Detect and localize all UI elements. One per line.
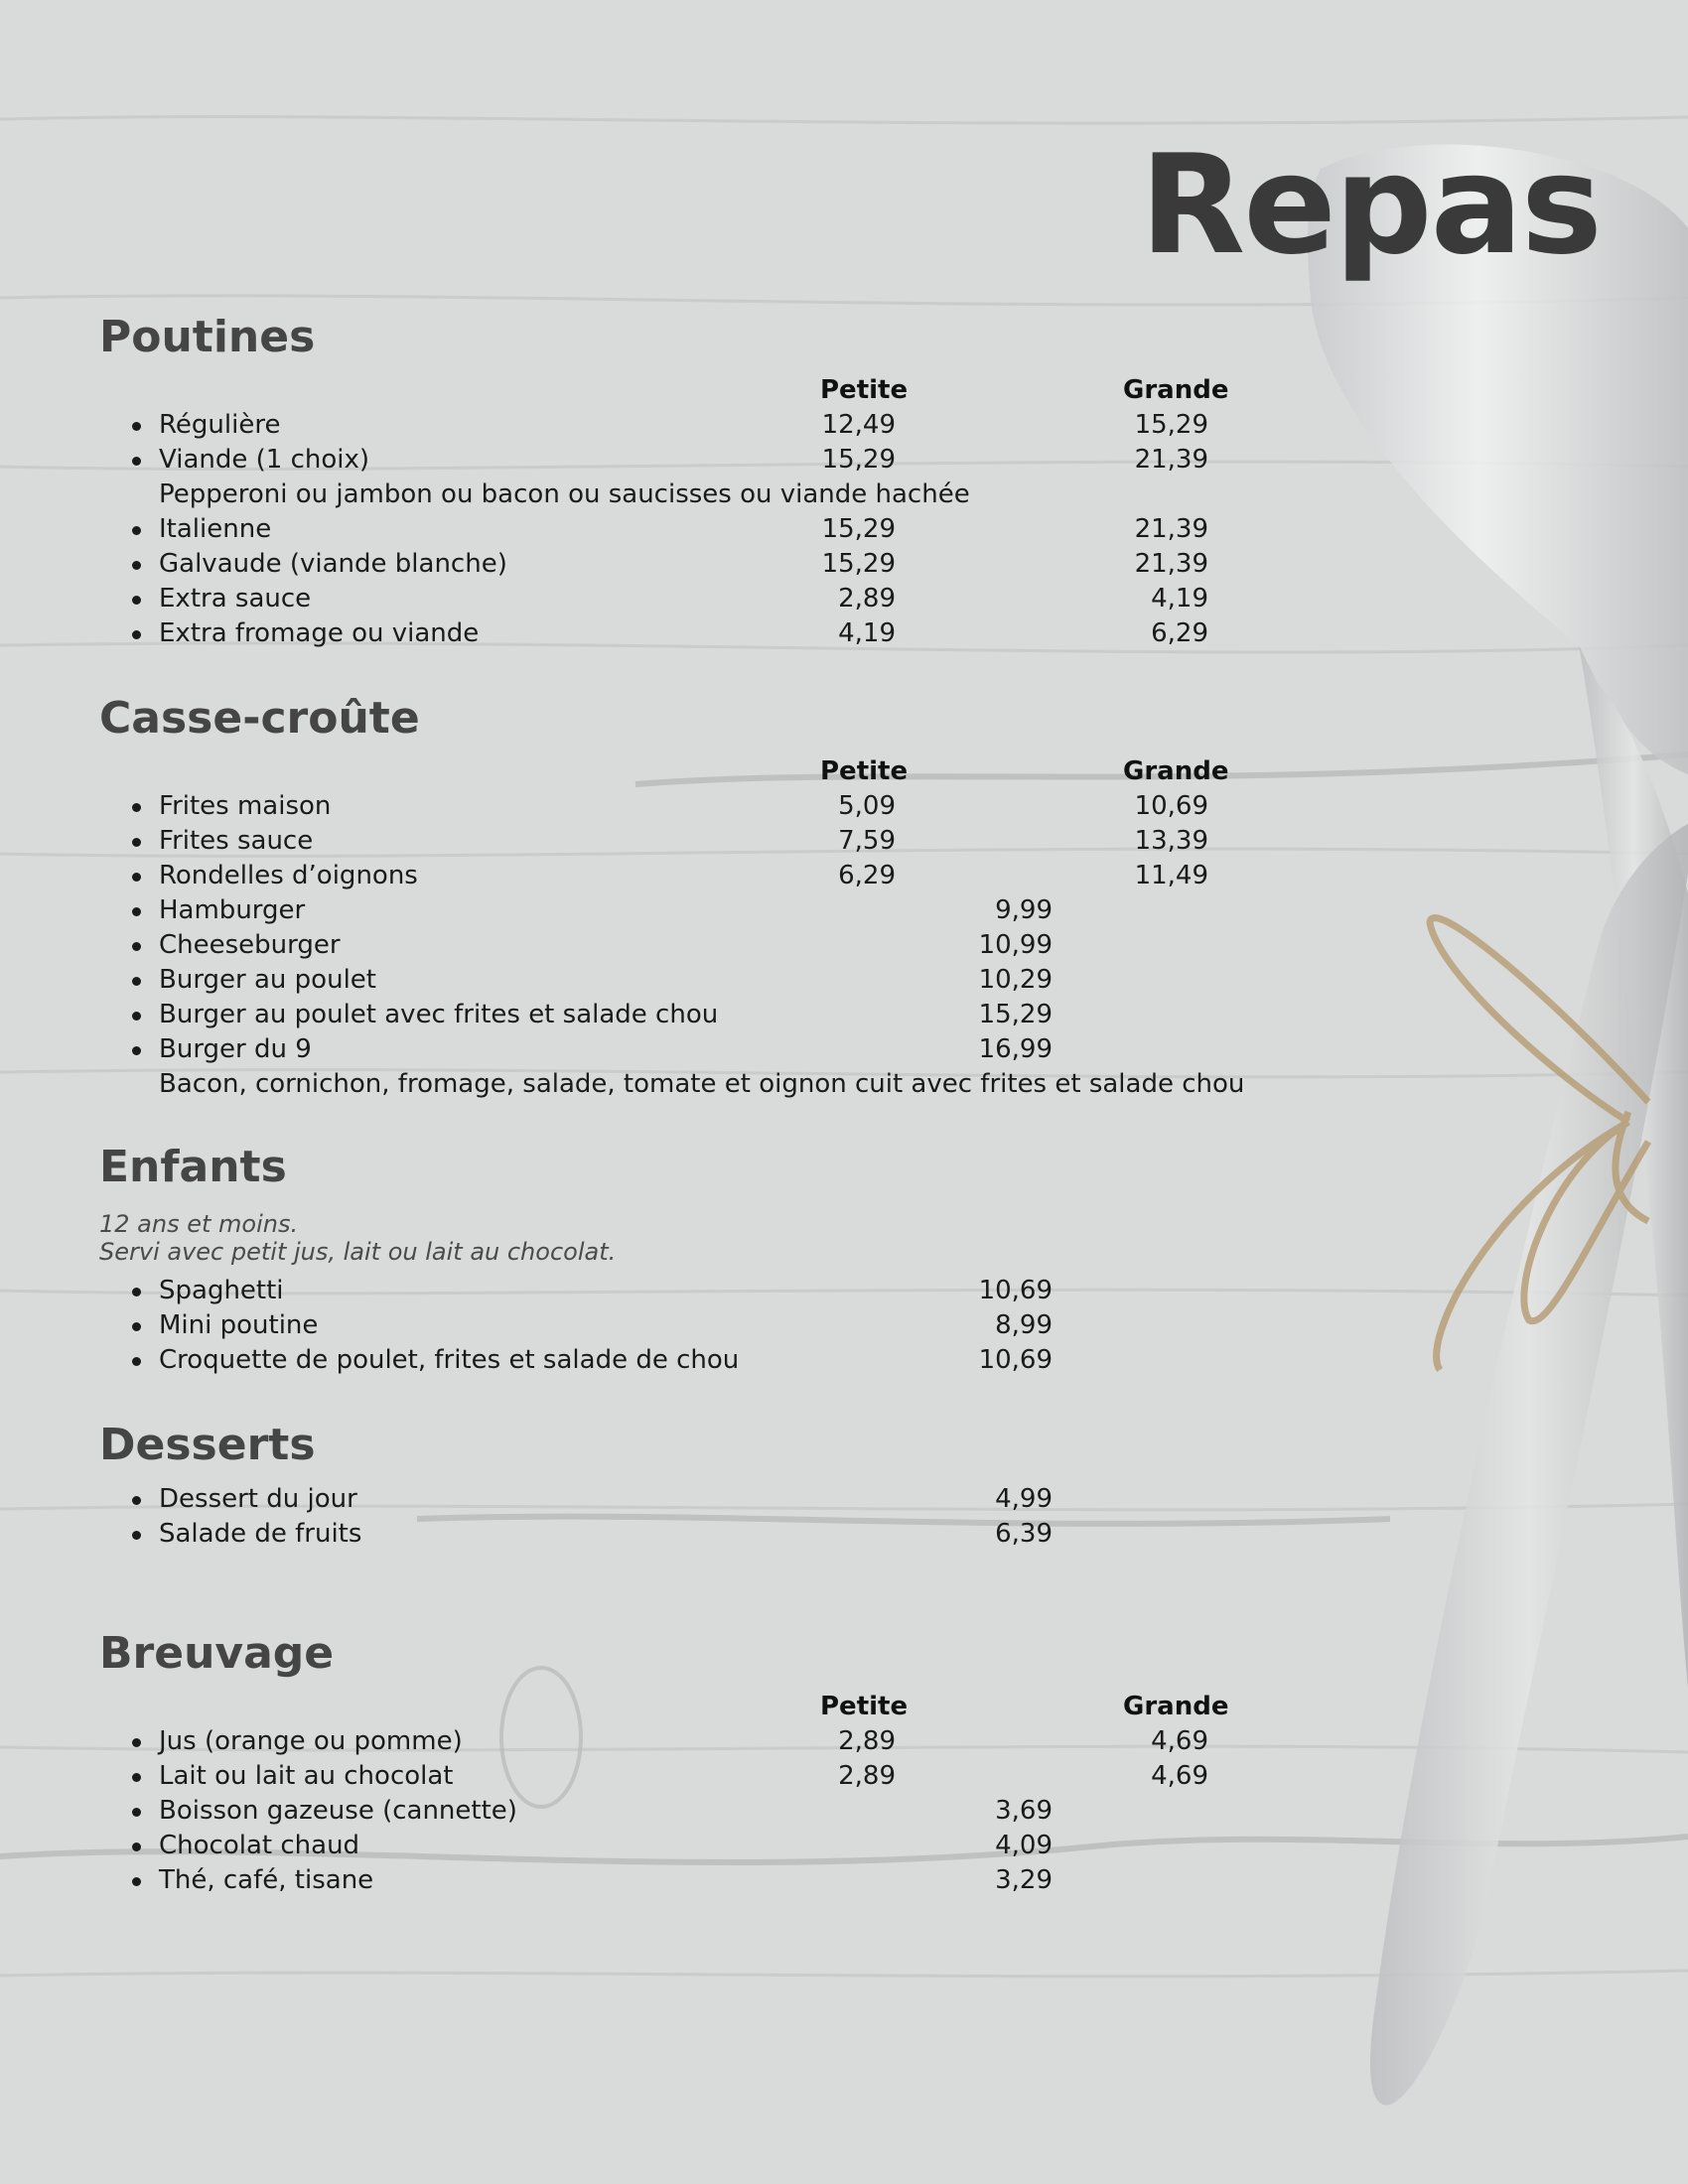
price-grande: 6,29 bbox=[1151, 618, 1208, 648]
column-header-grande: Grande bbox=[1123, 756, 1229, 786]
price: 15,29 bbox=[978, 1000, 1053, 1029]
price: 8,99 bbox=[995, 1310, 1053, 1340]
price-petite: 2,89 bbox=[838, 584, 896, 614]
menu-item: Italienne bbox=[159, 512, 271, 547]
menu-item: Burger au poulet bbox=[159, 963, 376, 998]
menu-item: Cheeseburger bbox=[159, 928, 341, 963]
price-grande: 21,39 bbox=[1134, 445, 1208, 475]
section-heading-breuvage: Breuvage bbox=[99, 1628, 335, 1679]
menu-item: Dessert du jour bbox=[159, 1482, 357, 1517]
column-header-grande: Grande bbox=[1123, 375, 1229, 405]
price-grande: 21,39 bbox=[1134, 514, 1208, 544]
menu-item: Frites maison bbox=[159, 789, 331, 824]
price-petite: 6,29 bbox=[838, 861, 896, 890]
price-petite: 5,09 bbox=[838, 791, 896, 821]
price-grande: 4,69 bbox=[1151, 1761, 1208, 1791]
price-petite: 2,89 bbox=[838, 1726, 896, 1756]
price-grande: 10,69 bbox=[1134, 791, 1208, 821]
menu-item: Hamburger bbox=[159, 893, 305, 928]
menu-item: Spaghetti bbox=[159, 1274, 284, 1308]
menu-item: Frites sauce bbox=[159, 824, 313, 859]
menu-item: Croquette de poulet, frites et salade de chou bbox=[159, 1343, 739, 1378]
section-heading-enfants: Enfants bbox=[99, 1142, 287, 1192]
price: 4,09 bbox=[995, 1831, 1053, 1860]
price-petite: 12,49 bbox=[821, 410, 896, 440]
menu-item: Salade de fruits bbox=[159, 1517, 361, 1552]
column-header-petite: Petite bbox=[820, 1692, 909, 1721]
price-grande: 13,39 bbox=[1134, 826, 1208, 856]
price: 3,69 bbox=[995, 1796, 1053, 1826]
price-grande: 4,19 bbox=[1151, 584, 1208, 614]
menu-item: Régulière bbox=[159, 408, 280, 443]
menu-item: Viande (1 choix) bbox=[159, 443, 369, 478]
price: 6,39 bbox=[995, 1519, 1053, 1549]
price: 10,69 bbox=[978, 1345, 1053, 1375]
price-petite: 15,29 bbox=[821, 514, 896, 544]
section-note: 12 ans et moins. bbox=[99, 1210, 299, 1238]
price: 3,29 bbox=[995, 1865, 1053, 1895]
item-description: Pepperoni ou jambon ou bacon ou saucisses ou viande hachée bbox=[159, 479, 970, 509]
menu-item: Boisson gazeuse (cannette) bbox=[159, 1794, 517, 1829]
menu-item: Burger du 9 bbox=[159, 1032, 312, 1067]
menu-item: Burger au poulet avec frites et salade chou bbox=[159, 998, 718, 1032]
price: 10,69 bbox=[978, 1276, 1053, 1305]
column-header-petite: Petite bbox=[820, 756, 909, 786]
section-heading-casse-croute: Casse-croûte bbox=[99, 693, 420, 744]
menu-item: Lait ou lait au chocolat bbox=[159, 1759, 454, 1794]
price-grande: 15,29 bbox=[1134, 410, 1208, 440]
menu-item: Mini poutine bbox=[159, 1308, 318, 1343]
price: 16,99 bbox=[978, 1034, 1053, 1064]
menu-item: Extra fromage ou viande bbox=[159, 616, 479, 651]
price-petite: 2,89 bbox=[838, 1761, 896, 1791]
section-note: Servi avec petit jus, lait ou lait au chocolat. bbox=[99, 1238, 617, 1266]
column-header-petite: Petite bbox=[820, 375, 909, 405]
price-petite: 4,19 bbox=[838, 618, 896, 648]
price-petite: 15,29 bbox=[821, 445, 896, 475]
price-petite: 15,29 bbox=[821, 549, 896, 579]
price: 10,99 bbox=[978, 930, 1053, 960]
item-description: Bacon, cornichon, fromage, salade, tomate et oignon cuit avec frites et salade chou bbox=[159, 1069, 1245, 1099]
menu-item: Jus (orange ou pomme) bbox=[159, 1724, 463, 1759]
section-heading-desserts: Desserts bbox=[99, 1420, 316, 1470]
menu-item: Rondelles d’oignons bbox=[159, 859, 418, 893]
price: 4,99 bbox=[995, 1484, 1053, 1514]
price-grande: 4,69 bbox=[1151, 1726, 1208, 1756]
price-grande: 11,49 bbox=[1134, 861, 1208, 890]
menu-item: Galvaude (viande blanche) bbox=[159, 547, 507, 582]
price-grande: 21,39 bbox=[1134, 549, 1208, 579]
price: 10,29 bbox=[978, 965, 1053, 995]
menu-title: Repas bbox=[1140, 125, 1601, 285]
menu-item: Thé, café, tisane bbox=[159, 1863, 373, 1898]
column-header-grande: Grande bbox=[1123, 1692, 1229, 1721]
section-heading-poutines: Poutines bbox=[99, 312, 316, 362]
price-petite: 7,59 bbox=[838, 826, 896, 856]
price: 9,99 bbox=[995, 895, 1053, 925]
menu-item: Extra sauce bbox=[159, 582, 311, 616]
menu-item: Chocolat chaud bbox=[159, 1829, 359, 1863]
